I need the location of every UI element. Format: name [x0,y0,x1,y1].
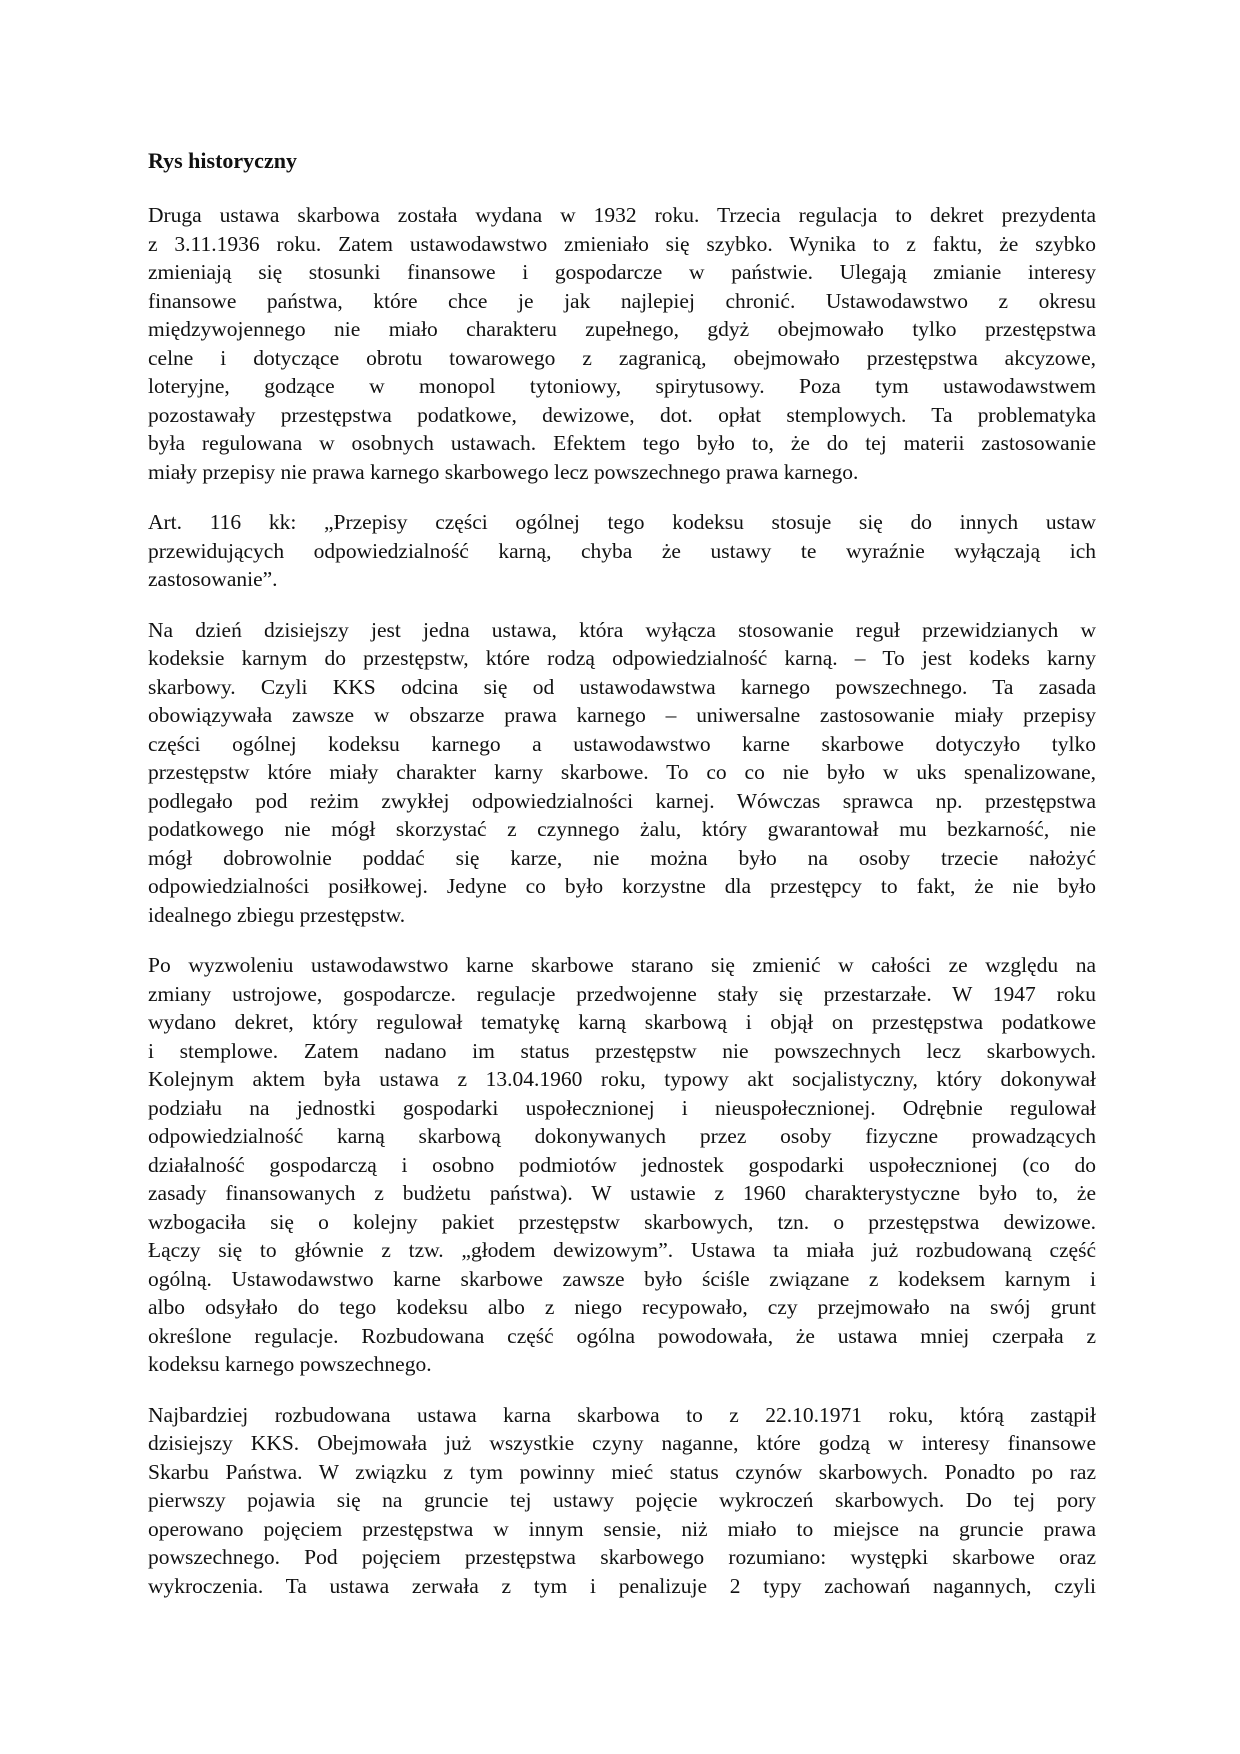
paragraph [148,616,1096,930]
document-body [148,201,1096,1600]
text-line: Na dzień dzisiejszy jest jedna ustawa, która wyłącza stosowanie reguł przewidzianych w [148,617,1096,642]
text-line: finansowe państwa, które chce je jak najlepiej chronić. Ustawodawstwo z okresu [148,288,1096,313]
text-line: kodeksie karnym do przestępstw, które rodzą odpowiedzialność karną. – To jest kodeks karny [148,646,1096,670]
text-line: odpowiedzialność karną skarbową dokonywanych przez osoby fizyczne prowadzących [148,1124,1096,1148]
text-line: działalność gospodarczą i osobno podmiotów jednostek gospodarki uspołecznionej (co do [148,1152,1096,1177]
text-line: podlegało pod reżim zwykłej odpowiedzialności karnej. Wówczas sprawca np. przestępstwa [148,788,1096,813]
text-line: zmieniają się stosunki finansowe i gospodarcze w państwie. Ulegają zmianie interesy [148,260,1096,284]
text-line: określone regulacje. Rozbudowana część ogólna powodowała, że ustawa mniej czerpała z [148,1323,1096,1348]
text-line: Kolejnym aktem była ustawa z 13.04.1960 roku, typowy akt socjalistyczny, który dokonywał [148,1067,1096,1091]
paragraph [148,951,1096,1379]
paragraph [148,508,1096,594]
text-line: skarbowy. Czyli KKS odcina się od ustawodawstwa karnego powszechnego. Ta zasada [148,674,1096,699]
text-line: Skarbu Państwa. W związku z tym powinny mieć status czynów skarbowych. Ponadto po raz [148,1459,1096,1484]
text-line: odpowiedzialności posiłkowej. Jedyne co było korzystne dla przestępcy to fakt, że nie było [148,874,1096,898]
text-line: mógł dobrowolnie poddać się karze, nie można było na osoby trzecie nałożyć [148,845,1096,870]
text-line: ogólną. Ustawodawstwo karne skarbowe zawsze było ściśle związane z kodeksem karnym i [148,1266,1096,1291]
text-line: wydano dekret, który regulował tematykę karną skarbową i objął on przestępstwa podatkowe [148,1010,1096,1034]
text-line: kodeksu karnego powszechnego. [148,1352,432,1376]
text-line: wzbogaciła się o kolejny pakiet przestępstw skarbowych, tzn. o przestępstwa dewizowe. [148,1209,1096,1234]
text-line: miały przepisy nie prawa karnego skarbowego lecz powszechnego prawa karnego. [148,459,859,484]
text-line: Druga ustawa skarbowa została wydana w 1932 roku. Trzecia regulacja to dekret prezydenta [148,203,1096,227]
text-line: obowiązywała zawsze w obszarze prawa karnego – uniwersalne zastosowanie miały przepisy [148,703,1096,727]
text-line: podziału na jednostki gospodarki uspołecznionej i nieuspołecznionej. Odrębnie regulował [148,1095,1096,1120]
text-line: była regulowana w osobnych ustawach. Efektem tego było to, że do tej materii zastosowanie [148,431,1096,455]
text-line: międzywojennego nie miało charakteru zupełnego, gdyż obejmowało tylko przestępstwa [148,317,1096,341]
text-line: i stemplowe. Zatem nadano im status przestępstw nie powszechnych lecz skarbowych. [148,1038,1096,1063]
paragraph [148,201,1096,486]
text-line: dzisiejszy KKS. Obejmowała już wszystkie czyny naganne, które godzą w interesy finansowe [148,1431,1096,1455]
text-line: pozostawały przestępstwa podatkowe, dewizowe, dot. opłat stemplowych. Ta problematyka [148,402,1096,427]
paragraph [148,1401,1096,1601]
text-line: celne i dotyczące obrotu towarowego z zagranicą, obejmowało przestępstwa akcyzowe, [148,345,1096,370]
text-line: części ogólnej kodeksu karnego a ustawodawstwo karne skarbowe dotyczyło tylko [148,731,1096,756]
text-line: podatkowego nie mógł skorzystać z czynnego żalu, który gwarantował mu bezkarność, nie [148,817,1096,841]
section-heading: Rys historyczny [148,148,297,173]
text-line: pierwszy pojawia się na gruncie tej ustawy pojęcie wykroczeń skarbowych. Do tej pory [148,1488,1096,1512]
document-page [148,146,1096,1622]
text-line: Najbardziej rozbudowana ustawa karna skarbowa to z 22.10.1971 roku, którą zastąpił [148,1402,1096,1427]
text-line: Łączy się to głównie z tzw. „głodem dewizowym”. Ustawa ta miała już rozbudowaną część [148,1238,1096,1262]
text-line: z 3.11.1936 roku. Zatem ustawodawstwo zmieniało się szybko. Wynika to z faktu, że szybko [148,231,1096,256]
text-line: wykroczenia. Ta ustawa zerwała z tym i penalizuje 2 typy zachowań nagannych, czyli [148,1573,1096,1598]
text-line: idealnego zbiegu przestępstw. [148,902,406,927]
text-line: Art. 116 kk: „Przepisy części ogólnej tego kodeksu stosuje się do innych ustaw [148,510,1096,534]
text-line: przewidujących odpowiedzialność karną, chyba że ustawy te wyraźnie wyłączają ich [148,538,1096,563]
text-line: zasady finansowanych z budżetu państwa). W ustawie z 1960 charakterystyczne było to, że [148,1181,1096,1205]
text-line: albo odsyłało do tego kodeksu albo z niego recypowało, czy przejmowało na swój grunt [148,1295,1096,1319]
text-line: powszechnego. Pod pojęciem przestępstwa skarbowego rozumiano: występki skarbowe oraz [148,1545,1096,1569]
text-line: przestępstw które miały charakter karny skarbowe. To co co nie było w uks spenalizowane, [148,760,1096,784]
text-line: Po wyzwoleniu ustawodawstwo karne skarbowe starano się zmienić w całości ze względu na [148,953,1096,977]
text-line: zmiany ustrojowe, gospodarcze. regulacje przedwojenne stały się przestarzałe. W 1947 roku [148,981,1096,1006]
text-line: zastosowanie”. [148,567,278,591]
text-line: operowano pojęciem przestępstwa w innym sensie, niż miało to miejsce na gruncie prawa [148,1516,1096,1541]
text-line: loteryjne, godzące w monopol tytoniowy, spirytusowy. Poza tym ustawodawstwem [148,374,1096,398]
